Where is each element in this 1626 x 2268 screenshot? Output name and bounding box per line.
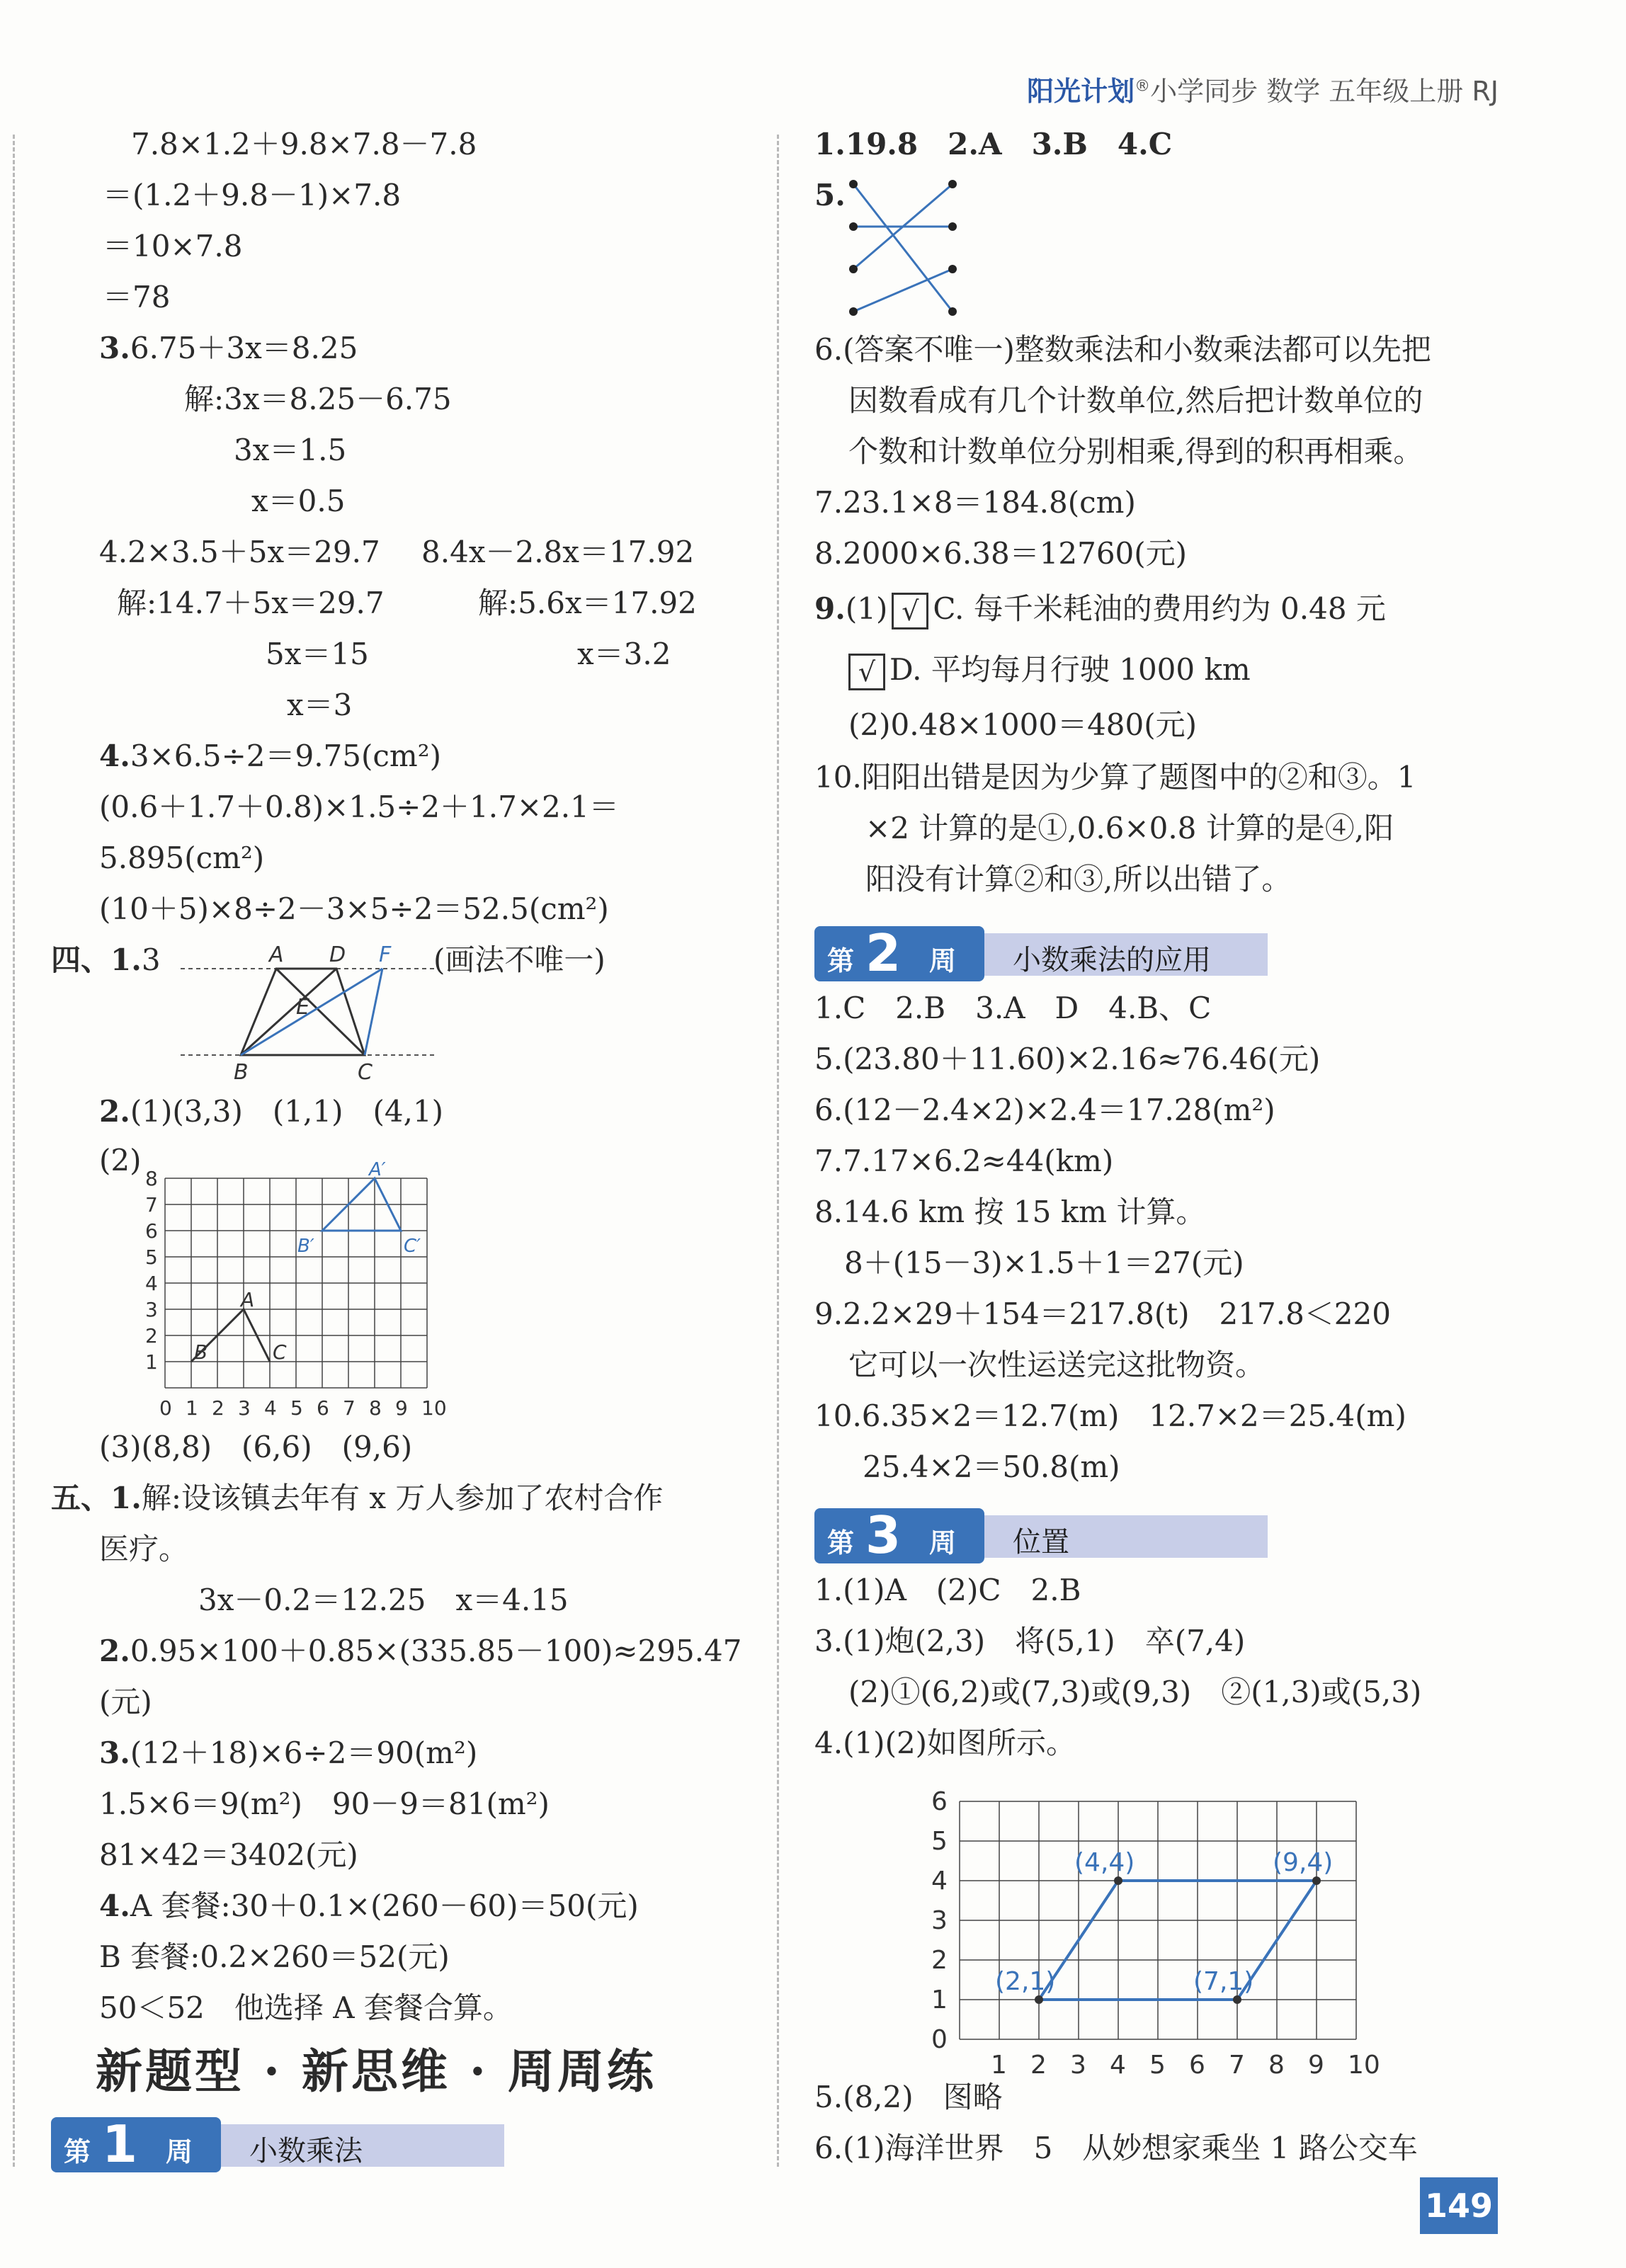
q4b-step-2: x＝3.2: [577, 637, 671, 671]
x-tick: 3: [1070, 2051, 1086, 2078]
y-tick: 3: [145, 1298, 158, 1321]
x-tick: 9: [1308, 2051, 1324, 2078]
y-tick: 4: [931, 1867, 948, 1896]
x-tick: 6: [317, 1396, 329, 1420]
point-dot: [1312, 1876, 1321, 1885]
x-tick: 8: [1268, 2051, 1285, 2078]
r-q10-b: ×2 计算的是①,0.6×0.8 计算的是④,阳: [865, 811, 1394, 845]
y-tick: 5: [931, 1827, 948, 1856]
w2-q1-4: 1.C 2.B 3.A D 4.B、C: [814, 991, 1212, 1025]
point-label: (7,1): [1193, 1967, 1254, 1996]
label-E: E: [296, 995, 309, 1020]
y-tick: 6: [145, 1219, 158, 1243]
label-A-prime: A′: [369, 1159, 386, 1180]
w2-q6: 6.(12－2.4×2)×2.4＝17.28(m²): [814, 1093, 1275, 1127]
y-tick: 3: [931, 1906, 948, 1935]
q3-step-2: 3x＝1.5: [234, 433, 347, 467]
q4b-line: 8.4x－2.8x＝17.92: [421, 535, 695, 569]
line-cf: [365, 969, 382, 1055]
y-tick: 1: [145, 1350, 158, 1374]
sec4-q2-2: (2): [99, 1143, 142, 1178]
r-q9-c: 9.(1) √ C. 每千米耗油的费用约为 0.48 元: [814, 592, 1386, 629]
x-tick: 7: [343, 1396, 356, 1420]
y-tick: 7: [145, 1193, 158, 1216]
x-tick: 6: [1189, 2051, 1205, 2078]
sec5-q3-c: 81×42＝3402(元): [99, 1837, 358, 1872]
sec4-q1: 四、1.3: [51, 942, 161, 977]
sec4-q2-1: 2.(1)(3,3) (1,1) (4,1): [99, 1094, 444, 1129]
x-tick: 5: [1149, 2051, 1166, 2078]
q4a-step-2: 5x＝15: [266, 637, 369, 671]
y-tick: 0: [931, 2025, 948, 2054]
r-q9-2: (2)0.48×1000＝480(元): [848, 707, 1198, 742]
label-A: A: [269, 942, 284, 967]
x-tick: 1: [186, 1396, 198, 1420]
label-A: A: [241, 1288, 255, 1311]
x-tick: 4: [264, 1396, 277, 1420]
w2-q9-a: 9.2.2×29＋154＝217.8(t) 217.8＜220: [814, 1297, 1391, 1331]
y-tick: 6: [931, 1787, 948, 1816]
r-q10-c: 阳没有计算②和③,所以出错了。: [865, 862, 1292, 896]
w3-q6: 6.(1)海洋世界 5 从妙想家乘坐 1 路公交车: [814, 2131, 1418, 2165]
week2-title: 小数乘法的应用: [1013, 944, 1211, 976]
y-tick: 4: [145, 1272, 158, 1295]
page-number: 149: [1420, 2177, 1498, 2234]
week1-tag: 第 1 周: [51, 2117, 221, 2172]
r-q6-c: 个数和计数单位分别相乘,得到的积再相乘。: [848, 434, 1423, 469]
sec5-q4-a: 4.A 套餐:30＋0.1×(260－60)＝50(元): [99, 1888, 639, 1923]
label-C: C: [273, 1340, 287, 1364]
w3-q3-a: 3.(1)炮(2,3) 将(5,1) 卒(7,4): [814, 1624, 1246, 1658]
area-line-2: (0.6＋1.7＋0.8)×1.5÷2＋1.7×2.1＝: [99, 790, 619, 824]
registered-mark: ®: [1135, 77, 1151, 96]
x-tick: 10: [1348, 2051, 1380, 2078]
sec5-q2-a: 2.0.95×100＋0.85×(335.85－100)≈295.47: [99, 1634, 742, 1668]
w3-q5: 5.(8,2) 图略: [814, 2080, 1003, 2114]
r-q8: 8.2000×6.38＝12760(元): [814, 536, 1188, 571]
q4a-step-3: x＝3: [287, 688, 353, 722]
brand-name: 阳光计划: [1027, 76, 1135, 107]
r-q6-b: 因数看成有几个计数单位,然后把计数单位的: [848, 383, 1423, 418]
area-line-3: 5.895(cm²): [99, 840, 265, 875]
column-divider: [777, 135, 779, 2167]
y-tick: 5: [145, 1246, 158, 1269]
q4a-step-1: 解:14.7＋5x＝29.7: [117, 586, 385, 620]
label-D: D: [329, 942, 346, 967]
x-tick: 5: [290, 1396, 303, 1420]
x-tick: 0: [159, 1396, 172, 1420]
w3-q3-b: (2)①(6,2)或(7,3)或(9,3) ②(1,3)或(5,3): [848, 1675, 1422, 1709]
label-C-prime: C′: [404, 1236, 421, 1257]
x-tick: 10: [421, 1396, 447, 1420]
sec5-q3-a: 3.(12＋18)×6÷2＝90(m²): [99, 1736, 478, 1770]
x-tick: 1: [991, 2051, 1007, 2078]
point-label: (4,4): [1074, 1848, 1135, 1877]
point-label: (2,1): [995, 1967, 1056, 1996]
label-B: B: [194, 1340, 208, 1364]
x-tick: 2: [1030, 2051, 1047, 2078]
sec5-q2-b: (元): [99, 1685, 152, 1719]
point-dot: [1035, 1995, 1043, 2004]
q3-line: 3.6.75＋3x＝8.25: [99, 331, 358, 365]
y-tick: 8: [145, 1167, 158, 1190]
area-line-1: 4.3×6.5÷2＝9.75(cm²): [99, 739, 441, 773]
week3-banner: [814, 1505, 1268, 1565]
q4a-line: 4.2×3.5＋5x＝29.7: [99, 535, 380, 569]
section-big-title: 新题型 · 新思维 · 周周练: [96, 2044, 656, 2099]
sec4-note: (画法不唯一): [433, 942, 606, 977]
coordinate-grid-2: [921, 1767, 1487, 2078]
sec5-q4-c: 50＜52 他选择 A 套餐合算。: [99, 1990, 513, 2025]
matching-lines-figure: [843, 173, 970, 322]
r-q5: 5.: [814, 178, 846, 212]
point-label: (9,4): [1273, 1848, 1334, 1877]
w3-q1-2: 1.(1)A (2)C 2.B: [814, 1573, 1081, 1607]
week2-banner: [814, 923, 1268, 983]
r-q6-a: 6.(答案不唯一)整数乘法和小数乘法都可以先把: [814, 332, 1431, 367]
left-column: [0, 0, 772, 2268]
area-line-4: (10＋5)×8÷2－3×5÷2＝52.5(cm²): [99, 891, 609, 926]
w2-q10-a: 10.6.35×2＝12.7(m) 12.7×2＝25.4(m): [814, 1398, 1406, 1433]
w2-q7: 7.7.17×6.2≈44(km): [814, 1144, 1114, 1178]
w2-q9-b: 它可以一次性运送完这批物资。: [848, 1347, 1266, 1382]
sec5-q1-c: 3x－0.2＝12.25 x＝4.15: [198, 1583, 569, 1617]
week2-tag: 第 2 周: [814, 926, 984, 981]
point-dot: [1233, 1995, 1241, 2004]
checkbox-c: √: [892, 593, 928, 629]
label-B-prime: B′: [297, 1236, 314, 1257]
label-F: F: [379, 942, 392, 967]
w2-q8-a: 8.14.6 km 按 15 km 计算。: [814, 1195, 1206, 1229]
r-q7: 7.23.1×8＝184.8(cm): [814, 485, 1136, 520]
sec5-q3-b: 1.5×6＝9(m²) 90－9＝81(m²): [99, 1787, 550, 1821]
w3-q4: 4.(1)(2)如图所示。: [814, 1726, 1076, 1760]
week1-title: 小数乘法: [249, 2135, 363, 2167]
label-C: C: [358, 1060, 373, 1083]
x-tick: 3: [238, 1396, 251, 1420]
eq-line-4: ＝78: [103, 280, 171, 314]
parallelogram: [1039, 1881, 1317, 2000]
point-dot: [1114, 1876, 1122, 1885]
sec5-q4-b: B 套餐:0.2×260＝52(元): [99, 1939, 450, 1974]
week1-banner: [51, 2114, 504, 2174]
r-q1-4: 1.19.8 2.A 3.B 4.C: [814, 127, 1173, 161]
book-info: 小学同步 数学 五年级上册 RJ: [1150, 76, 1499, 107]
q3-step-1: 解:3x＝8.25－6.75: [184, 382, 452, 416]
checkbox-d: √: [848, 654, 885, 690]
q3-step-3: x＝0.5: [251, 484, 346, 518]
sec5-q1-b: 医疗。: [99, 1532, 189, 1566]
y-tick: 1: [931, 1985, 948, 2015]
r-q9-d: √ D. 平均每月行驶 1000 km: [844, 653, 1251, 690]
y-tick: 2: [145, 1324, 158, 1347]
eq-line-2: ＝(1.2＋9.8－1)×7.8: [103, 178, 402, 212]
coordinate-grid-1: [138, 1144, 471, 1420]
eq-line-3: ＝10×7.8: [103, 229, 243, 263]
x-tick: 8: [369, 1396, 382, 1420]
eq-line-1: 7.8×1.2＋9.8×7.8－7.8: [131, 127, 477, 161]
x-tick: 7: [1229, 2051, 1245, 2078]
w2-q10-b: 25.4×2＝50.8(m): [863, 1449, 1120, 1484]
r-q10-a: 10.阳阳出错是因为少算了题图中的②和③。1: [814, 760, 1416, 794]
y-tick: 2: [931, 1946, 948, 1975]
sec5-q1-a: 五、1.解:设该镇去年有 x 万人参加了农村合作: [51, 1481, 664, 1515]
label-B: B: [234, 1060, 249, 1083]
w2-q8-b: 8＋(15－3)×1.5＋1＝27(元): [844, 1246, 1244, 1280]
x-tick: 2: [212, 1396, 224, 1420]
x-tick: 4: [1110, 2051, 1126, 2078]
right-column: [786, 0, 1565, 2268]
trapezoid-figure: [177, 935, 439, 1083]
q4b-step-1: 解:5.6x＝17.92: [478, 586, 697, 620]
sec4-q2-3: (3)(8,8) (6,6) (9,6): [99, 1430, 413, 1464]
x-tick: 9: [395, 1396, 408, 1420]
w2-q5: 5.(23.80＋11.60)×2.16≈76.46(元): [814, 1042, 1321, 1076]
week3-title: 位置: [1013, 1526, 1069, 1558]
week3-tag: 第 3 周: [814, 1508, 984, 1563]
